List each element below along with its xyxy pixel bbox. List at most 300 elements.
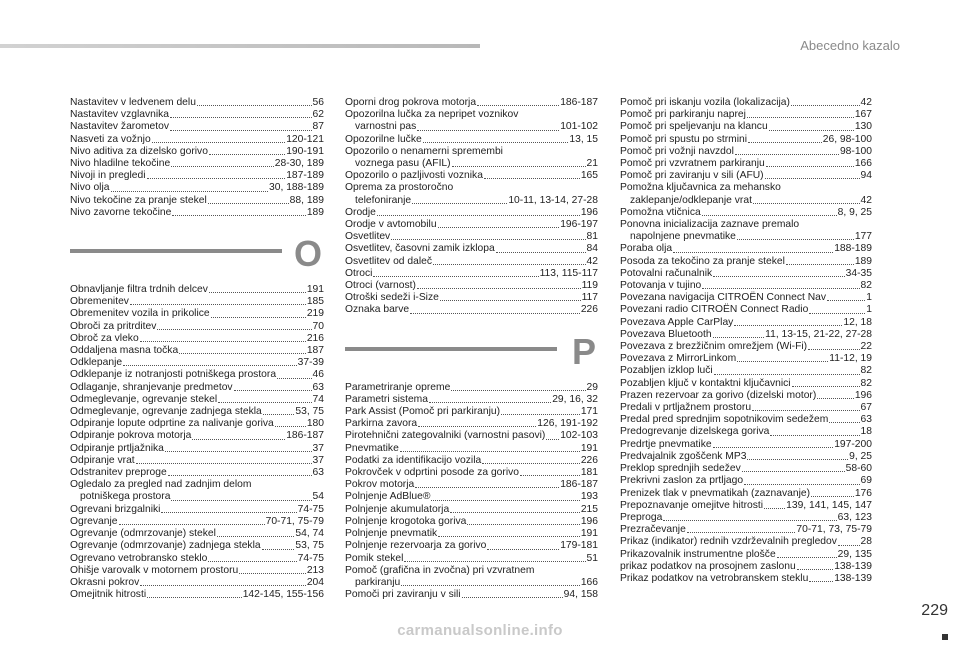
entry-term: Nivo zavorne tekočine [70,206,172,218]
entry-term: Odpiranje lopute odprtine za nalivanje goriva [70,418,274,430]
dot-leader [130,304,306,305]
index-entry [620,243,872,255]
index-entry [620,488,872,500]
index-entry [345,158,598,170]
index-entry [70,540,324,552]
dot-leader [477,105,559,106]
index-entry [620,97,872,109]
entry-term: Pomožna ključavnica za mehansko [620,182,781,194]
entry-term: Pomoč pri zaviranju v sili (AFU) [620,170,764,182]
index-entry [620,256,872,268]
entry-term: parkiranju [355,576,401,588]
index-entry [70,577,324,589]
entry-pages: 51 [586,552,598,564]
entry-pages: 171 [580,406,598,418]
dot-leader [702,288,859,289]
entry-pages: 53, 75 [295,406,324,418]
entry-pages: 166 [854,158,872,170]
entry-term: Obroč za vleko [70,332,139,344]
entry-term: Obroči za pritrditev [70,320,157,332]
entry-term: Orodje [345,206,376,218]
index-entry [345,97,598,109]
index-entry [345,540,598,552]
dot-leader [748,142,822,143]
index-entry [70,170,324,182]
entry-term: Prepoznavanje omejitve hitrosti [620,499,764,511]
index-entry [345,394,598,406]
entry-term: Nasveti za vožnjo [70,133,151,145]
entry-pages: 29, 135 [837,548,872,560]
entry-pages: 70-71, 73, 75-79 [796,524,872,536]
dot-leader [687,532,796,533]
entry-term: Pnevmatike [345,442,399,454]
entry-pages: 11-12, 19 [829,353,872,365]
entry-pages: 1 [866,304,872,316]
watermark: carmanualsonline.info [397,622,563,639]
index-entry [70,146,324,158]
dot-leader [786,264,854,265]
dot-leader [263,414,295,415]
dot-leader [546,439,559,440]
entry-pages: 166 [580,576,598,588]
dot-leader [404,561,585,562]
dot-leader [275,426,306,427]
entry-term: Prazen rezervoar za gorivo (dizelski motor) [620,389,817,401]
dot-leader [197,105,312,106]
index-entry [345,121,598,133]
dot-leader [829,422,859,423]
entry-pages: 1 [866,292,872,304]
entry-term: Prikazovalnik instrumentne plošče [620,548,776,560]
index-entry [345,146,598,158]
index-list [70,97,324,219]
dot-leader [171,166,274,167]
entry-term: Nivo aditiva za dizelsko gorivo [70,145,208,157]
entry-term: Pomik stekel [345,552,404,564]
entry-term: Pomoč pri vzvratnem parkiranju [620,158,765,170]
entry-term: Ogrevanje (odmrzovanje) stekel [70,528,216,540]
index-entry [620,573,872,585]
dot-leader [808,349,859,350]
section-rule [70,249,282,253]
entry-term: Odpiranje pokrova motorja [70,430,192,442]
entry-pages: 191 [580,528,598,540]
index-entry [620,121,872,133]
dot-leader [209,154,285,155]
index-entry [70,528,324,540]
dot-leader [452,166,586,167]
entry-term: Posoda za tekočino za pranje stekel [620,255,785,267]
entry-pages: 8, 9, 25 [837,206,872,218]
entry-term: Parametriranje opreme [345,381,451,393]
dot-leader [713,447,834,448]
index-entry [620,134,872,146]
section-letter: P [571,330,596,372]
index-column-2 [345,97,598,601]
index-entry [620,268,872,280]
entry-pages: 139, 141, 145, 147 [786,499,872,511]
index-entry [70,430,324,442]
entry-term: Omejitnik hitrosti [70,589,147,601]
entry-pages: 120-121 [286,133,324,145]
entry-pages: 130 [854,121,872,133]
entry-term: Pomoč pri parkiranju naprej [620,109,746,121]
dot-leader [391,239,585,240]
entry-term: Povezani radio CITROËN Connect Radio [620,304,809,316]
index-entry [620,378,872,390]
index-entry [70,207,324,219]
entry-term: Obnavljanje filtra trdnih delcev [70,284,208,296]
entry-pages: 138-139 [834,560,872,572]
entry-term: napolnjene pnevmatike [630,231,736,243]
dot-leader [451,390,585,391]
entry-term: Prikaz podatkov na vetrobranskem steklu [620,572,809,584]
entry-pages: 226 [580,454,598,466]
entry-pages: 102-103 [560,430,598,442]
entry-term: Prezračevanje [620,524,686,536]
index-entry [620,512,872,524]
entry-pages: 82 [860,377,872,389]
index-entry [620,402,872,414]
entry-term: Ogrevano vetrobransko steklo [70,552,208,564]
index-entry [345,382,598,394]
entry-pages: 28 [860,536,872,548]
dot-leader [673,252,833,253]
entry-pages: 187 [306,345,324,357]
index-entry [345,280,598,292]
index-list [345,97,598,317]
index-entry [345,134,598,146]
index-entry [345,455,598,467]
dot-leader [838,545,860,546]
entry-pages: 94, 158 [563,589,598,601]
entry-term: Pomoč pri iskanju vozila (lokalizacija) [620,97,790,108]
index-entry [620,182,872,194]
entry-term: Preklop sprednjih sedežev [620,463,741,475]
dot-leader [753,203,860,204]
entry-term: Polnjenje krogotoka goriva [345,515,467,527]
entry-term: Opozorilna lučka za nepripet voznikov [345,109,519,121]
dot-leader [401,585,580,586]
entry-term: Predogrevanje dizelskega goriva [620,426,770,438]
index-entry [70,97,324,109]
dot-leader [450,512,580,513]
entry-term: Pirotehnični zategovalniki (varnostni pasovi) [345,430,546,442]
entry-pages: 26, 98-100 [822,133,872,145]
dot-leader [433,264,586,265]
entry-pages: 81 [586,231,598,243]
entry-term: Pomoč (grafična in zvočna) pri vzvratnem [345,564,535,576]
entry-pages: 213 [306,564,324,576]
index-entry [345,304,598,316]
entry-term: Pokrovček v odprtini posode za gorivo [345,467,519,479]
entry-pages: 29 [586,381,598,393]
entry-term: Opozorilo o nenamerni spremembi [345,145,503,157]
entry-pages: 165 [580,170,598,182]
index-entry [345,109,598,121]
entry-pages: 22 [860,341,872,353]
dot-leader [764,508,785,509]
entry-pages: 11, 13-15, 21-22, 27-28 [765,328,872,340]
index-entry [70,308,324,320]
dot-leader [770,435,859,436]
entry-pages: 63 [860,414,872,426]
entry-pages: 12, 18 [843,316,872,328]
index-entry [345,219,598,231]
entry-term: Odmeglevanje, ogrevanje stekel [70,393,218,405]
entry-pages: 37 [312,442,324,454]
entry-pages: 34-35 [845,267,872,279]
dot-leader [239,573,306,574]
index-entry [620,280,872,292]
entry-pages: 37-39 [297,357,324,369]
index-entry [345,516,598,528]
dot-leader [192,439,285,440]
entry-pages: 226 [580,304,598,316]
entry-pages: 186-187 [560,97,598,108]
entry-term: Oporni drog pokrova motorja [345,97,477,108]
index-entry [620,365,872,377]
dot-leader [412,203,507,204]
entry-pages: 126, 191-192 [537,418,598,430]
dot-leader [797,569,833,570]
index-entry [345,256,598,268]
index-entry [70,418,324,430]
dot-leader [501,414,580,415]
entry-pages: 62 [312,109,324,121]
dot-leader [209,292,306,293]
page-number: 229 [921,602,948,619]
index-entry [345,565,598,577]
entry-pages: 18 [860,426,872,438]
dot-leader [147,597,242,598]
entry-term: Orodje v avtomobilu [345,219,437,231]
entry-pages: 197-200 [834,438,872,450]
entry-term: Odmeglevanje, ogrevanje zadnjega stekla [70,406,262,418]
index-entry [620,158,872,170]
index-entry [345,195,598,207]
dot-leader [377,215,580,216]
dot-leader [170,130,312,131]
entry-pages: 181 [580,467,598,479]
entry-pages: 196-197 [560,219,598,231]
index-entry [70,296,324,308]
index-entry [345,528,598,540]
entry-term: Povezava Apple CarPlay [620,316,734,328]
entry-term: Nastavitev žarometov [70,121,170,133]
index-entry [70,121,324,133]
section-header-o [70,233,324,274]
entry-term: prikaz podatkov na prosojnem zaslonu [620,560,796,572]
index-entry [620,536,872,548]
dot-leader [418,426,536,427]
dot-leader [208,561,296,562]
entry-term: Pomoč pri vožnji navzdol [620,145,734,157]
entry-pages: 113, 115-117 [539,267,598,279]
dot-leader [410,313,580,314]
entry-term: Pomožna vtičnica [620,206,701,218]
entry-term: Podatki za identifikacijo vozila [345,454,482,466]
entry-pages: 67 [860,402,872,414]
entry-term: Polnjenje pnevmatik [345,528,438,540]
entry-term: Povezana navigacija CITROËN Connect Nav [620,292,827,304]
dot-leader [400,451,580,452]
index-entry [70,333,324,345]
index-entry [70,357,324,369]
dot-leader [438,536,580,537]
dot-leader [663,520,836,521]
dot-leader [417,288,581,289]
entry-term: Osvetlitev od daleč [345,255,432,267]
entry-pages: 188-189 [834,243,872,255]
index-entry [70,369,324,381]
entry-pages: 179-181 [560,540,598,552]
entry-term: Potovalni računalnik [620,267,713,279]
dot-leader [111,191,269,192]
index-entry [345,430,598,442]
entry-term: Osvetlitev, časovni zamik izklopa [345,243,495,255]
dot-leader [713,276,845,277]
entry-term: Ogrevanje (odmrzovanje) zadnjega stekla [70,540,261,552]
entry-pages: 219 [306,308,324,320]
index-entry [70,516,324,528]
dot-leader [742,471,845,472]
entry-pages: 42 [586,255,598,267]
dot-leader [429,402,551,403]
entry-term: telefoniranje [355,194,412,206]
index-entry [70,394,324,406]
dot-leader [262,549,295,550]
entry-pages: 42 [860,194,872,206]
index-column-1 [70,97,324,601]
dot-leader [136,463,312,464]
index-entry [620,341,872,353]
entry-term: Poraba olja [620,243,673,255]
dot-leader [520,475,580,476]
entry-pages: 119 [581,280,598,292]
index-entry [70,195,324,207]
entry-term: Prekrivni zaslon za prtljago [620,475,744,487]
entry-term: Pomoč pri spustu po strmini [620,133,748,145]
index-entry [345,207,598,219]
entry-pages: 46 [312,369,324,381]
dot-leader [165,451,312,452]
index-entry [345,182,598,194]
dot-leader [152,142,286,143]
index-entry [345,231,598,243]
dot-leader [811,496,854,497]
index-entry [345,479,598,491]
index-entry [70,467,324,479]
index-entry [345,553,598,565]
header-rule [0,44,480,48]
index-entry [620,500,872,512]
entry-term: Osvetlitev [345,231,391,243]
index-entry [345,268,598,280]
dot-leader [765,178,860,179]
index-entry [70,345,324,357]
dot-leader [747,459,848,460]
section-header-p [345,331,598,372]
entry-pages: 42 [860,97,872,108]
index-entry [345,406,598,418]
dot-leader [735,154,839,155]
entry-term: Park Assist (Pomoč pri parkiranju) [345,406,501,418]
entry-pages: 13, 15 [569,133,598,145]
entry-term: Polnjenje rezervoarja za gorivo [345,540,487,552]
entry-term: Odstranitev preproge [70,467,167,479]
dot-leader [484,178,580,179]
entry-pages: 167 [854,109,872,121]
entry-term: Potovanja v tujino [620,280,702,292]
dot-leader [752,410,859,411]
index-entry [620,292,872,304]
index-list [345,382,598,602]
dot-leader [170,117,312,118]
index-entry [620,304,872,316]
entry-term: Povezava z brezžičnim omrežjem (Wi-Fi) [620,341,808,353]
entry-pages: 56 [312,97,324,108]
index-entry [345,292,598,304]
index-entry [620,426,872,438]
entry-pages: 117 [581,292,598,304]
entry-pages: 196 [580,206,598,218]
entry-pages: 88, 189 [289,194,324,206]
entry-term: Pomoč pri speljevanju na klancu [620,121,768,133]
entry-pages: 186-187 [560,479,598,491]
entry-pages: 37 [312,454,324,466]
entry-term: Odklepanje [70,357,123,369]
entry-pages: 189 [306,206,324,218]
entry-term: Oprema za prostoročno [345,182,454,194]
dot-leader [496,252,586,253]
dot-leader [171,500,311,501]
entry-term: Ohišje varovalk v motornem prostoru [70,564,239,576]
dot-leader [809,581,833,582]
dot-leader [157,329,311,330]
page-title: Abecedno kazalo [800,38,900,53]
entry-pages: 176 [854,487,872,499]
entry-term: Opozorilne lučke [345,133,422,145]
entry-term: Pozabljen ključ v kontaktni ključavnici [620,377,791,389]
index-entry [620,475,872,487]
entry-pages: 58-60 [845,463,872,475]
dot-leader [827,300,865,301]
index-entry [70,479,324,491]
entry-term: Povezava z MirrorLinkom [620,353,737,365]
index-entry [70,158,324,170]
entry-term: Preproga [620,511,663,523]
entry-pages: 142-145, 155-156 [242,589,324,601]
index-entry [70,491,324,503]
index-entry [70,565,324,577]
entry-term: Polnjenje AdBlue® [345,491,431,503]
index-entry [620,549,872,561]
dot-leader [168,475,312,476]
entry-pages: 185 [306,296,324,308]
entry-pages: 94 [860,170,872,182]
index-entry [70,109,324,121]
index-entry [70,406,324,418]
entry-term: Ogrevani brizgalniki [70,503,161,515]
dot-leader [737,361,828,362]
entry-term: Nastavitev v ledvenem delu [70,97,196,108]
dot-leader [777,557,837,558]
index-entry [70,134,324,146]
index-entry [345,491,598,503]
entry-term: zaklepanje/odklepanje vrat [630,194,752,206]
dot-leader [482,463,580,464]
